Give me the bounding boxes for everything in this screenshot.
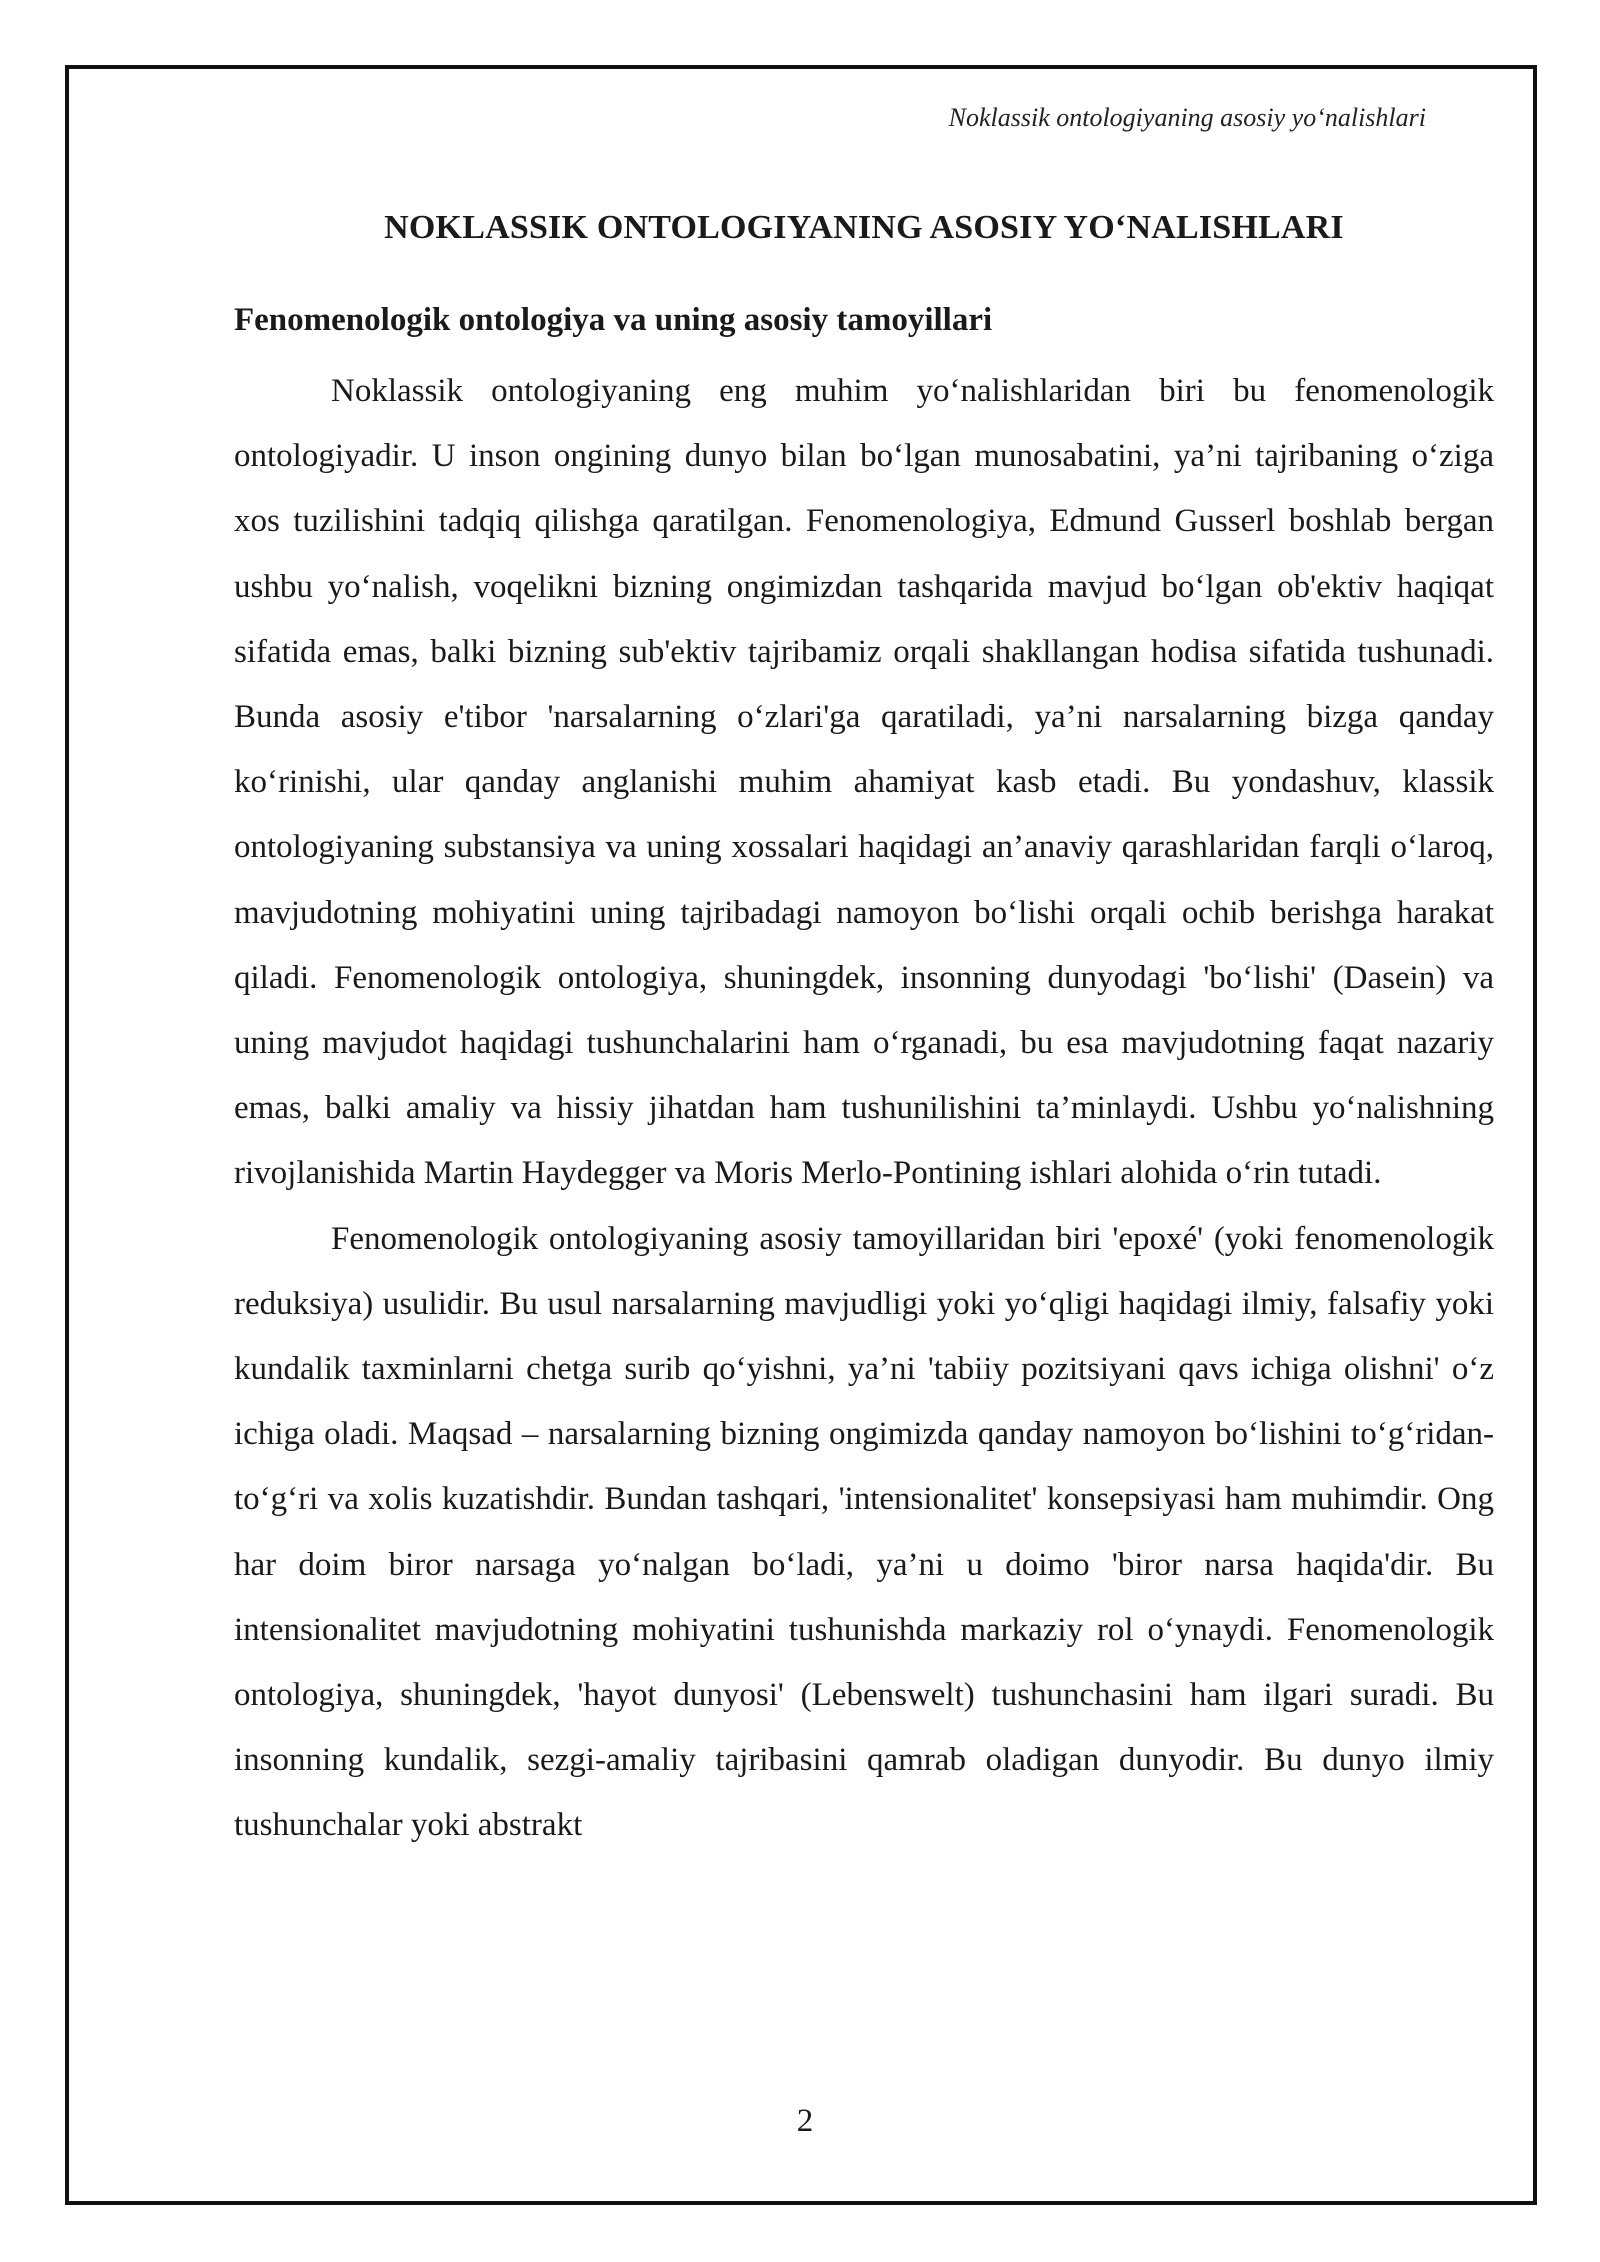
page-number: 2 bbox=[796, 2103, 814, 2139]
page-frame bbox=[65, 65, 1537, 2205]
paragraph-1: Noklassik ontologiyaning eng muhim yo‘nalishlaridan biri bu fenomenologik ontologiyadir. U inson ongining dunyo bilan bo‘lgan munosabatini, ya’ni tajribaning o‘ziga xos tuzilishini tadqiq qilishga qaratilgan. Fenomenologiya, Edmund Gusserl boshlab bergan ushbu yo‘nalish, voqelikni bizning ongimizdan tashqarida mavjud bo‘lgan ob'ektiv haqiqat sifatida emas, balki bizning sub'ektiv tajribamiz orqali shakllangan hodisa sifatida tushunadi. Bunda asosiy e'tibor 'narsalarning o‘zlari'ga qaratiladi, ya’ni narsalarning bizga qanday ko‘rinishi, ular qanday anglanishi muhim ahamiyat kasb etadi. Bu yondashuv, klassik ontologiyaning substansiya va uning xossalari haqidagi an’anaviy qarashlaridan farqli o‘laroq, mavjudotning mohiyatini uning tajribadagi namoyon bo‘lishi orqali ochib berishga harakat qiladi. Fenomenologik ontologiya, shuningdek, insonning dunyodagi 'bo‘lishi' (Dasein) va uning mavjudot haqidagi tushunchalarini ham o‘rganadi, bu esa mavjudotning faqat nazariy emas, balki amaliy va hissiy jihatdan ham tushunilishini ta’minlaydi. Ushbu yo‘nalishning rivojlanishida Martin Haydegger va Moris Merlo-Pontining ishlari alohida o‘rin tutadi. bbox=[234, 373, 1494, 1192]
paragraph-2: Fenomenologik ontologiyaning asosiy tamoyillaridan biri 'epoxé' (yoki fenomenologik reduksiya) usulidir. Bu usul narsalarning mavjudligi yoki yo‘qligi haqidagi ilmiy, falsafiy yoki kundalik taxminlarni chetga surib qo‘yishni, ya’ni 'tabiiy pozitsiyani qavs ichiga olishni' o‘z ichiga oladi. Maqsad – narsalarning bizning ongimizda qanday namoyon bo‘lishini to‘g‘ridan-to‘g‘ri va xolis kuzatishdir. Bundan tashqari, 'intensionalitet' konsepsiyasi ham muhimdir. Ong har doim biror narsaga yo‘nalgan bo‘ladi, ya’ni u doimo 'biror narsa haqida'dir. Bu intensionalitet mavjudotning mohiyatini tushunishda markaziy rol o‘ynaydi. Fenomenologik ontologiya, shuningdek, 'hayot dunyosi' (Lebenswelt) tushunchasini ham ilgari suradi. Bu insonning kundalik, sezgi-amaliy tajribasini qamrab oladigan dunyodir. Bu dunyo ilmiy tushunchalar yoki abstrakt bbox=[234, 1220, 1494, 1844]
document-title: NOKLASSIK ONTOLOGIYANING ASOSIY YO‘NALISHLARI bbox=[384, 209, 1344, 246]
document-body bbox=[234, 209, 1494, 1859]
section-heading: Fenomenologik ontologiya va uning asosiy tamoyillari bbox=[234, 302, 993, 338]
running-header: Noklassik ontologiyaning asosiy yo‘nalishlari bbox=[948, 103, 1426, 132]
